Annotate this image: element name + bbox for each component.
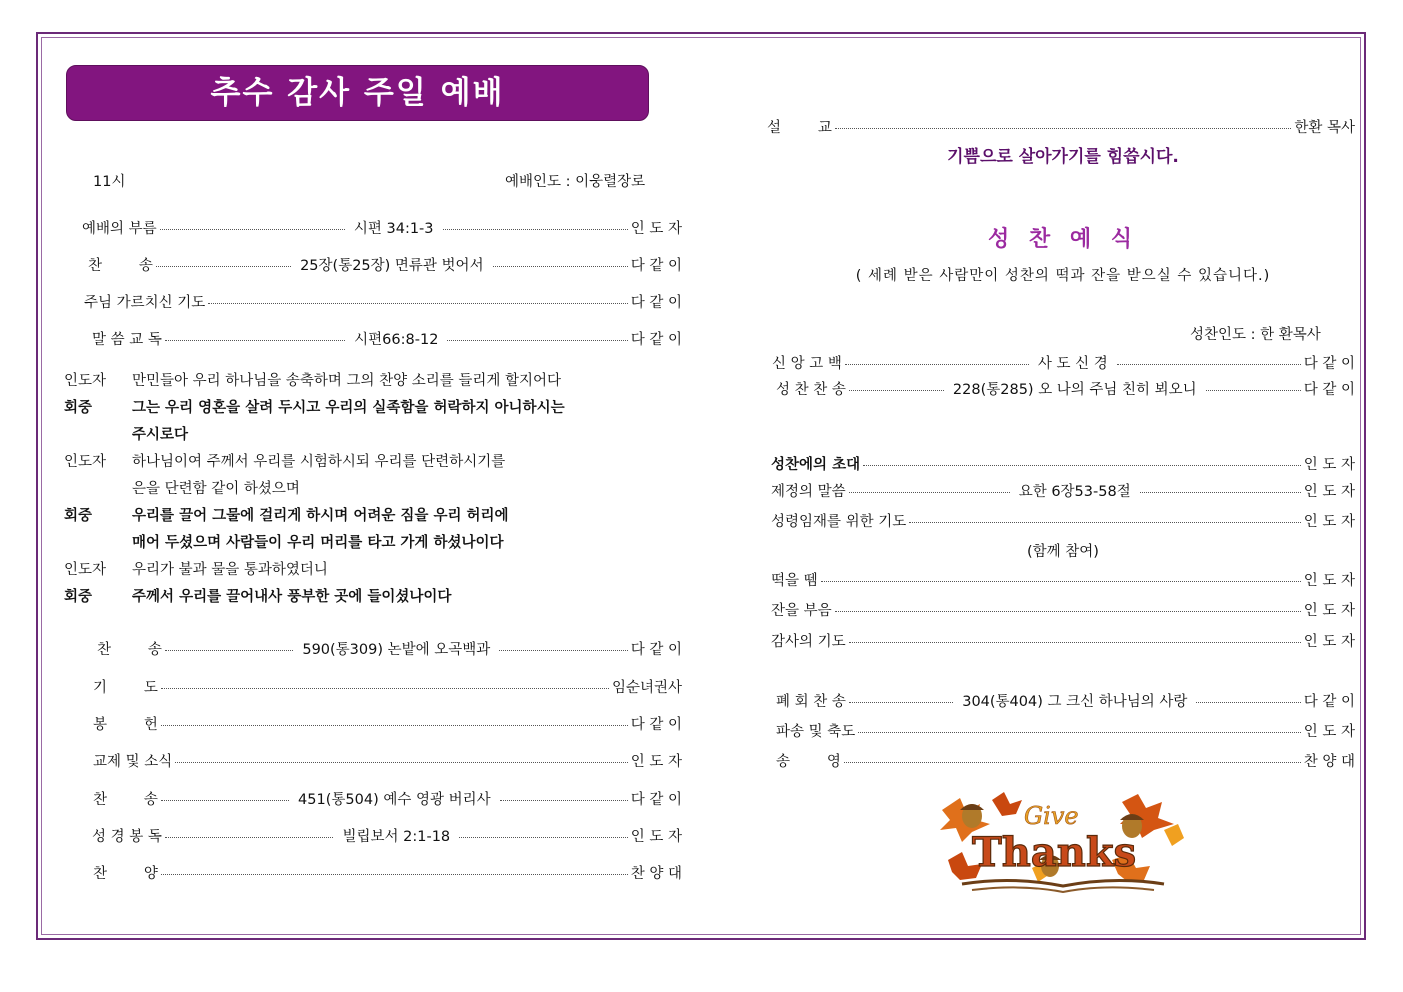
order-row (93, 862, 682, 882)
order-row (771, 630, 1355, 650)
order-detail: 228(통285) 오 나의 주님 친히 뵈오니 (952, 381, 1197, 398)
reading-line: 인도자 만민들아 우리 하나님을 송축하며 그의 찬양 소리를 들리게 할지어다 (64, 373, 562, 389)
order-person: 다 같 이 (630, 257, 683, 274)
order-label: 제정의 말씀 (771, 483, 846, 500)
order-label: 성령임재를 위한 기도 (771, 513, 907, 530)
order-label: 떡을 뗌 (771, 572, 818, 589)
order-detail: 25장(통25장) 면류관 벗어서 (300, 257, 484, 274)
service-time: 11시 (93, 174, 126, 190)
order-person: 다 같 이 (630, 294, 682, 311)
order-label: 찬 양 (93, 865, 158, 882)
order-person: 다 같 이 (630, 791, 683, 808)
order-label: 교제 및 소식 (93, 753, 173, 770)
order-row (771, 453, 1355, 473)
order-person: 인 도 자 (1303, 483, 1355, 500)
order-row (93, 788, 682, 808)
order-row (88, 254, 682, 274)
order-person: 인 도 자 (1303, 602, 1355, 619)
order-person: 인 도 자 (630, 753, 682, 770)
order-person: 다 같 이 (1303, 693, 1355, 710)
together-note: (함께 참여) (1027, 544, 1099, 560)
order-person: 인 도 자 (1303, 633, 1355, 650)
order-row (93, 676, 682, 696)
order-label: 찬 송 (88, 257, 153, 274)
reading-line: 회중 그는 우리 영혼을 살려 두시고 우리의 실족함을 허락하지 아니하시는 (64, 400, 565, 416)
order-person: 인 도 자 (1303, 513, 1355, 530)
order-row (92, 825, 682, 845)
order-person: 다 같 이 (1303, 355, 1355, 372)
order-label: 파송 및 축도 (776, 723, 856, 740)
order-person: 인 도 자 (1303, 572, 1355, 589)
order-detail: 시편 34:1-3 (353, 220, 434, 237)
order-label: 송 영 (776, 753, 841, 770)
reading-line: 인도자 우리가 불과 물을 통과하였더니 (64, 562, 328, 578)
order-row (771, 510, 1355, 530)
sermon-title: 기쁨으로 살아가기를 힘씁시다. (947, 147, 1179, 167)
communion-note: ( 세례 받은 사람만이 성찬의 떡과 잔을 받으실 수 있습니다.) (855, 268, 1271, 284)
order-label: 성찬에의 초대 (771, 456, 861, 473)
order-person: 다 같 이 (1303, 381, 1355, 398)
order-row (776, 720, 1355, 740)
order-detail: 사 도 신 경 (1037, 355, 1108, 372)
reading-line: 주시로다 (132, 427, 189, 443)
order-label: 설 교 (767, 119, 832, 136)
order-row (771, 569, 1355, 589)
order-detail: 451(통504) 예수 영광 버리사 (298, 791, 491, 808)
order-label: 예배의 부름 (82, 220, 157, 237)
order-person: 인 도 자 (630, 828, 683, 845)
order-detail: 빌립보서 2:1-18 (342, 828, 451, 845)
order-person: 찬 양 대 (630, 865, 682, 882)
order-row (82, 217, 682, 237)
order-person: 임순녀권사 (611, 679, 682, 696)
order-label: 찬 송 (93, 791, 158, 808)
order-row (771, 599, 1355, 619)
svg-text:Thanks: Thanks (972, 829, 1137, 876)
order-detail: 304(통404) 그 크신 하나님의 사랑 (962, 693, 1188, 710)
order-label: 주님 가르치신 기도 (84, 294, 206, 311)
sermon-row (767, 116, 1355, 136)
order-row (93, 750, 682, 770)
order-row (776, 750, 1355, 770)
order-label: 기 도 (93, 679, 158, 696)
give-thanks-illustration (932, 790, 1194, 898)
reading-line: 회중 주께서 우리를 끌어내사 풍부한 곳에 들이셨나이다 (64, 589, 452, 605)
order-label: 성 경 봉 독 (92, 828, 162, 845)
order-person: 다 같 이 (630, 641, 682, 658)
order-row (772, 352, 1355, 372)
order-row (84, 291, 682, 311)
order-label: 폐 회 찬 송 (776, 693, 846, 710)
order-label: 잔을 부음 (771, 602, 832, 619)
service-leader: 예배인도 : 이웅렬장로 (505, 174, 646, 190)
reading-line: 매어 두셨으며 사람들이 우리 머리를 타고 가게 하셨나이다 (132, 535, 504, 551)
communion-title: 성 찬 예 식 (988, 227, 1138, 252)
order-person: 다 같 이 (630, 716, 682, 733)
order-person: 인 도 자 (1303, 456, 1355, 473)
communion-leader: 성찬인도 : 한 환목사 (1190, 327, 1321, 343)
order-row (776, 378, 1355, 398)
order-label: 봉 헌 (93, 716, 158, 733)
order-label: 찬 송 (97, 641, 162, 658)
order-row (97, 638, 682, 658)
responsive-reading (64, 368, 565, 611)
page-title: 추수 감사 주일 예배 (66, 65, 649, 121)
reading-line: 회중 우리를 끌어 그물에 걸리게 하시며 어려운 짐을 우리 허리에 (64, 508, 509, 524)
order-label: 신 앙 고 백 (772, 355, 842, 372)
order-label: 성 찬 찬 송 (776, 381, 846, 398)
order-row (93, 713, 682, 733)
order-detail: 590(통309) 논밭에 오곡백과 (302, 641, 491, 658)
order-row (776, 690, 1355, 710)
order-label: 감사의 기도 (771, 633, 846, 650)
svg-text:Give: Give (1024, 802, 1079, 830)
reading-line: 인도자 하나님이여 주께서 우리를 시험하시되 우리를 단련하시기를 (64, 454, 506, 470)
order-person: 다 같 이 (630, 331, 682, 348)
order-person: 인 도 자 (1303, 723, 1355, 740)
order-row (771, 480, 1355, 500)
order-row (92, 328, 682, 348)
order-person: 인 도 자 (630, 220, 682, 237)
order-detail: 요한 6장53-58절 (1018, 483, 1131, 500)
order-person: 찬 양 대 (1303, 753, 1355, 770)
reading-line: 은을 단련함 같이 하셨으며 (132, 481, 300, 497)
order-person: 한환 목사 (1294, 119, 1355, 136)
order-label: 말 씀 교 독 (92, 331, 162, 348)
order-detail: 시편66:8-12 (354, 331, 439, 348)
